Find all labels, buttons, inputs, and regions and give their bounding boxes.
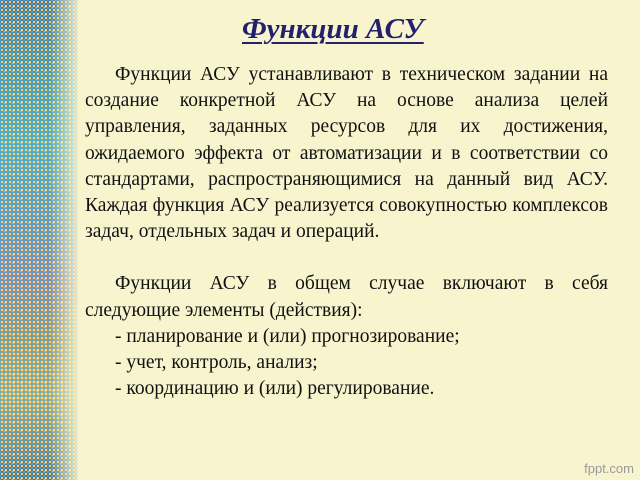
paragraph-description: Функции АСУ устанавливают в техническом задании на создание конкретной АСУ на основе анализа целей управления, заданных ресурсов для их достижения, ожидаемого эффекта от автоматизации и в соответствии со стандартами, распространяющимися на данный вид АСУ. Каждая функция АСУ реализуется совокупностью комплексов задач, отдельных задач и операций. <box>85 64 608 243</box>
list-item-planning: - планирование и (или) прогнозирование; <box>115 325 460 347</box>
paragraph-spacer <box>85 245 608 271</box>
slide-body <box>85 62 608 402</box>
list-item-coordination: - координацию и (или) регулирование. <box>115 378 435 400</box>
paragraph-elements-intro: Функции АСУ в общем случае включают в себя следующие элементы (действия): <box>85 273 608 321</box>
slide-title: Функции АСУ <box>242 13 424 45</box>
watermark-text: fppt.com <box>584 461 634 476</box>
list-item-accounting: - учет, контроль, анализ; <box>115 352 318 374</box>
strip-fade-overlay <box>50 0 82 480</box>
